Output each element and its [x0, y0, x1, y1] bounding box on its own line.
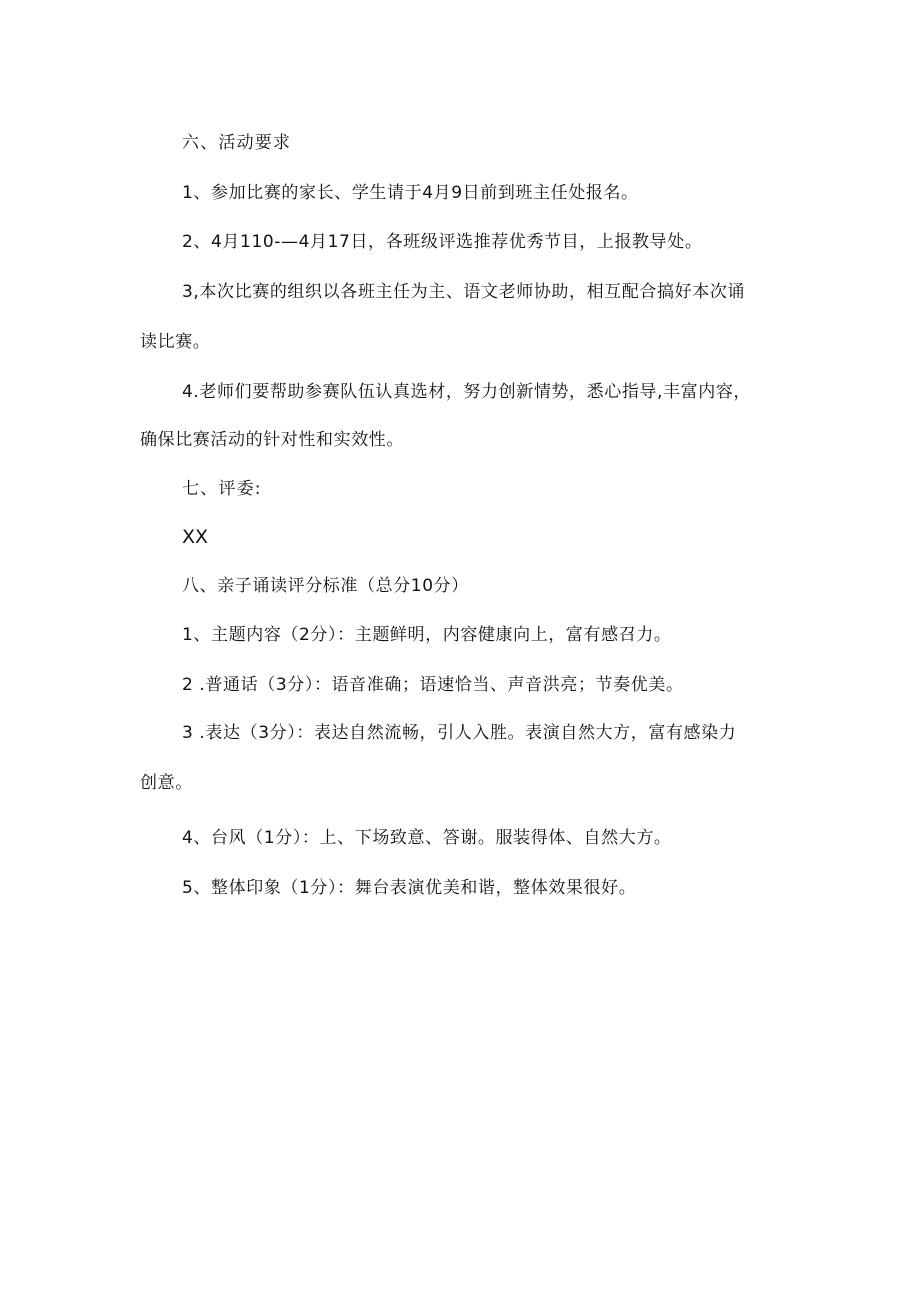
criterion-item-5: 5、整体印象（1分）：舞台表演优美和谐，整体效果很好。 [182, 878, 637, 898]
criterion-item-4: 4、台风（1分）：上、下场致意、答谢。服装得体、自然大方。 [182, 828, 672, 848]
judge-name: XX [182, 526, 209, 548]
requirement-item-3-line-2: 读比赛。 [140, 332, 211, 352]
criterion-item-3-line-1: 3 .表达（3分）：表达自然流畅，引人入胜。表演自然大方，富有感染力 [182, 723, 737, 743]
section-heading-judges: 七、评委: [182, 479, 262, 499]
requirement-item-1: 1、参加比赛的家长、学生请于4月9日前到班主任处报名。 [182, 183, 639, 203]
section-heading-activity-requirements: 六、活动要求 [182, 133, 292, 153]
criterion-item-3-line-2: 创意。 [140, 773, 193, 793]
requirement-item-2: 2、4月110-—4月17日，各班级评选推荐优秀节目，上报教导处。 [182, 232, 703, 252]
requirement-item-3-line-1: 3,本次比赛的组织以各班主任为主、语文老师协助，相互配合搞好本次诵 [182, 282, 746, 302]
criterion-item-1: 1、主题内容（2分）：主题鲜明，内容健康向上，富有感召力。 [182, 625, 672, 645]
criterion-item-2: 2 .普通话（3分）：语音准确；语速恰当、声音洪亮；节奏优美。 [182, 675, 684, 695]
requirement-item-4-line-1: 4.老师们要帮助参赛队伍认真选材，努力创新情势，悉心指导,丰富内容， [182, 382, 752, 402]
section-heading-scoring-criteria: 八、亲子诵读评分标准（总分10分） [182, 576, 469, 596]
requirement-item-4-line-2: 确保比赛活动的针对性和实效性。 [140, 430, 404, 450]
